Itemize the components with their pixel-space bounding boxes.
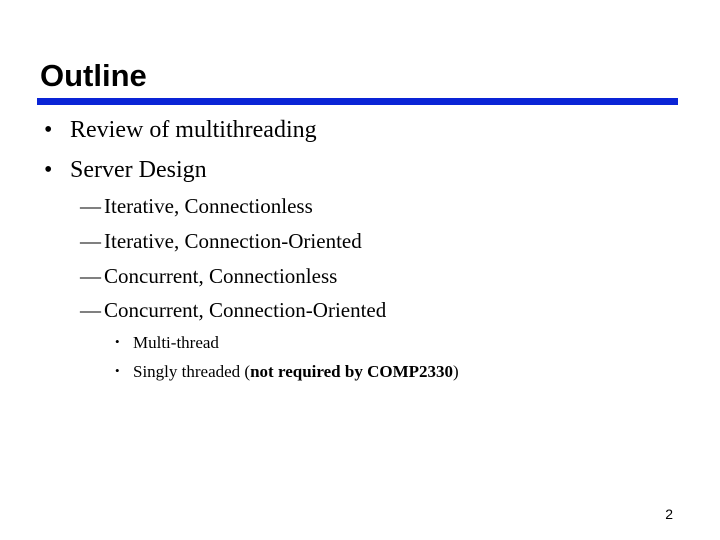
bullet-server-design	[44, 155, 207, 185]
not-required-note: not required by COMP2330	[250, 362, 453, 381]
sub-item-concurrent-connection-oriented	[80, 297, 386, 323]
sub-item-iterative-connection-oriented	[80, 228, 362, 254]
page-number: 2	[665, 506, 673, 522]
sub-sub-item-multi-thread	[115, 331, 219, 354]
dash-marker: —	[80, 264, 101, 288]
sub-item-label: Concurrent, Connectionless	[104, 264, 338, 288]
sub-item-label: Iterative, Connectionless	[104, 194, 313, 218]
sub-sub-item-label-prefix: Singly threaded (	[133, 362, 251, 381]
title-underline	[37, 98, 678, 105]
sub-item-label: Iterative, Connection-Oriented	[104, 229, 362, 253]
bullet-label: Server Design	[70, 157, 207, 183]
bullet-review-multithreading	[44, 115, 317, 145]
dash-marker: —	[80, 298, 101, 322]
slide-title: Outline	[40, 58, 147, 93]
sub-sub-item-singly-threaded	[115, 360, 459, 383]
bullet-marker: •	[115, 334, 120, 349]
sub-item-label: Concurrent, Connection-Oriented	[104, 298, 387, 322]
sub-item-iterative-connectionless	[80, 193, 313, 219]
dash-marker: —	[80, 194, 101, 218]
sub-sub-item-label: Multi-thread	[133, 333, 219, 352]
bullet-label: Review of multithreading	[70, 117, 317, 143]
bullet-marker: •	[44, 117, 53, 143]
bullet-marker: •	[44, 157, 53, 183]
sub-item-concurrent-connectionless	[80, 263, 337, 289]
sub-sub-item-label-suffix: )	[453, 362, 459, 381]
dash-marker: —	[80, 229, 101, 253]
bullet-marker: •	[115, 363, 120, 378]
